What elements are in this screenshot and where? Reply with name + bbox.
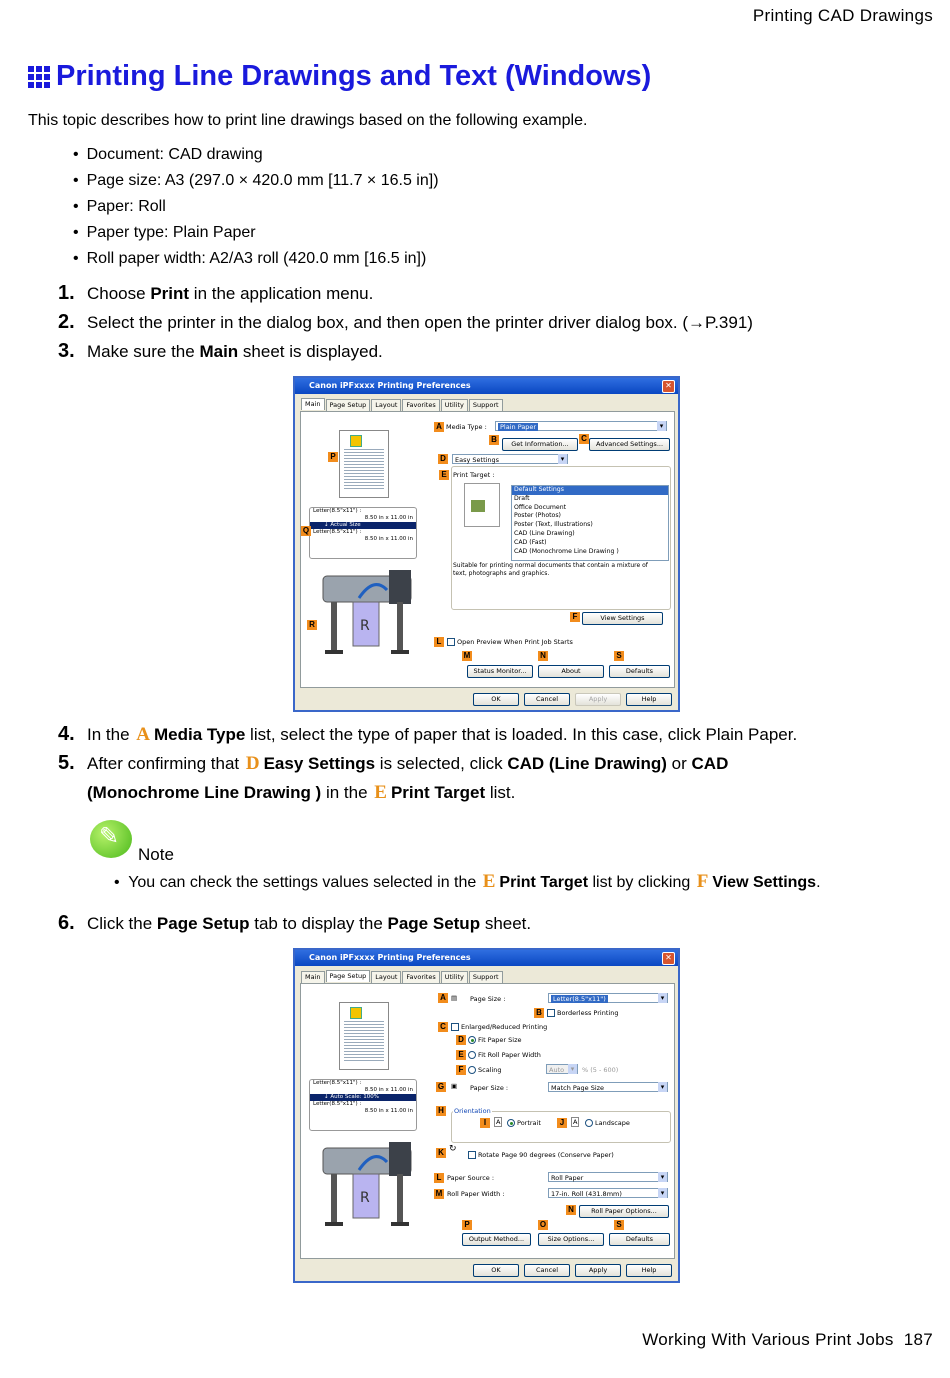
list-item[interactable]: CAD (Fast) xyxy=(514,538,547,546)
list-item[interactable]: Draft xyxy=(514,494,530,502)
page-preview xyxy=(339,430,389,498)
printing-preferences-dialog-main xyxy=(293,376,680,712)
cancel-button[interactable]: Cancel xyxy=(524,1264,570,1277)
step-5: 5. After confirming that D Easy Settings is selected, click CAD (Line Drawing) or CAD (Monochrome Line Drawing ) in the E Print Target list. xyxy=(58,752,729,803)
tab-support[interactable]: Support xyxy=(469,971,503,983)
close-icon[interactable]: ✕ xyxy=(662,380,675,393)
ok-button[interactable]: OK xyxy=(473,693,519,706)
callout-n: N xyxy=(566,1205,576,1215)
list-item: • Roll paper width: A2/A3 roll (420.0 mm [16.5 in]) xyxy=(88,246,439,272)
roll-paper-options-button[interactable]: Roll Paper Options... xyxy=(579,1205,669,1218)
step-3: 3. Make sure the Main sheet is displayed. xyxy=(58,340,383,362)
dialog-title-bar: Canon iPFxxxx Printing Preferences ✕ xyxy=(295,950,678,966)
status-monitor-button[interactable]: Status Monitor... xyxy=(467,665,533,678)
target-description: Suitable for printing normal documents that contain a mixture of text, photographs and graphics. xyxy=(453,562,648,577)
media-type-label: Media Type : xyxy=(446,423,487,431)
paper-size-label: Paper Size : xyxy=(470,1084,509,1092)
callout-d: D xyxy=(456,1035,466,1045)
roll-width-label: Roll Paper Width : xyxy=(447,1190,505,1198)
page-title-text: Printing Line Drawings and Text (Windows) xyxy=(56,60,652,92)
fit-roll-radio[interactable]: Fit Roll Paper Width xyxy=(468,1051,541,1059)
running-header: Printing CAD Drawings xyxy=(752,6,933,25)
arrow-down-icon: ↓ xyxy=(324,1094,329,1100)
tab-layout[interactable]: Layout xyxy=(371,399,401,411)
borderless-checkbox[interactable]: Borderless Printing xyxy=(547,1009,618,1017)
rotate-icon: ↻ xyxy=(449,1144,457,1154)
list-item: • Page size: A3 (297.0 × 420.0 mm [11.7 × 16.5 in]) xyxy=(88,168,439,194)
printing-preferences-dialog-page-setup xyxy=(293,948,680,1283)
note-text: • You can check the settings values selected in the E Print Target list by clicking F View Settings. xyxy=(114,871,821,892)
callout-c: C xyxy=(579,434,589,444)
help-button[interactable]: Help xyxy=(626,1264,672,1277)
open-preview-checkbox[interactable]: Open Preview When Print Job Starts xyxy=(447,638,573,646)
help-button[interactable]: Help xyxy=(626,693,672,706)
easy-settings-select[interactable]: Easy Settings ▾ xyxy=(452,454,568,464)
callout-q: Q xyxy=(302,526,310,535)
step-1: 1. Choose Print in the application menu. xyxy=(58,282,374,304)
list-item[interactable]: CAD (Monochrome Line Drawing ) xyxy=(514,547,619,555)
portrait-icon: A xyxy=(496,1118,501,1126)
list-item[interactable]: Office Document xyxy=(514,503,567,511)
list-item[interactable]: CAD (Line Drawing) xyxy=(514,529,575,537)
landscape-radio[interactable]: Landscape xyxy=(585,1119,630,1127)
scaling-range-text: % (5 - 600) xyxy=(582,1066,619,1074)
callout-j: J xyxy=(557,1118,567,1128)
tab-favorites[interactable]: Favorites xyxy=(402,971,439,983)
size-options-button[interactable]: Size Options... xyxy=(538,1233,604,1246)
callout-d: D xyxy=(438,454,448,464)
step-2: 2. Select the printer in the dialog box, and then open the printer driver dialog box. (→P.391) xyxy=(58,311,753,333)
roll-width-select[interactable]: 17-in. Roll (431.8mm) ▾ xyxy=(548,1188,668,1198)
get-information-button[interactable]: Get Information... xyxy=(502,438,578,451)
tab-page-setup[interactable]: Page Setup xyxy=(326,399,371,411)
defaults-button[interactable]: Defaults xyxy=(609,1233,670,1246)
size-info-box: Letter(8.5"x11") : 8.50 in x 11.00 in ↓ Actual Size Letter(8.5"x11") : 8.50 in x 11.00 in xyxy=(309,507,417,559)
page-number: 187 xyxy=(903,1330,933,1349)
list-item[interactable]: Default Settings xyxy=(512,486,668,495)
ok-button[interactable]: OK xyxy=(473,1264,519,1277)
page-title xyxy=(28,60,651,93)
step-6: 6. Click the Page Setup tab to display the Page Setup sheet. xyxy=(58,912,532,934)
intro-text: This topic describes how to print line drawings based on the following example. xyxy=(28,112,588,129)
callout-b: B xyxy=(489,435,499,445)
paper-size-icon: ▣ xyxy=(451,1082,458,1090)
callout-i: I xyxy=(480,1118,490,1128)
callout-p: P xyxy=(462,1220,472,1230)
dialog-title-bar: Canon iPFxxxx Printing Preferences ✕ xyxy=(295,378,678,394)
callout-r: R xyxy=(307,620,317,630)
about-button[interactable]: About xyxy=(538,665,604,678)
printer-illustration-icon xyxy=(319,1140,417,1236)
list-item: • Paper type: Plain Paper xyxy=(88,220,439,246)
enlarged-checkbox[interactable]: Enlarged/Reduced Printing xyxy=(451,1023,547,1031)
list-item: • Paper: Roll xyxy=(88,194,439,220)
print-target-list[interactable] xyxy=(511,485,669,561)
callout-a: A xyxy=(438,993,448,1003)
page-size-select[interactable]: Letter(8.5"x11") ▾ xyxy=(548,993,668,1003)
chapter-title: Working With Various Print Jobs xyxy=(642,1330,894,1349)
callout-c: C xyxy=(438,1022,448,1032)
tab-utility[interactable]: Utility xyxy=(441,399,468,411)
callout-f: F xyxy=(570,612,580,622)
callout-e: E xyxy=(439,470,449,480)
callout-a: A xyxy=(434,422,444,432)
auto-scale-bar: ↓ Auto Scale: 100% xyxy=(310,1094,416,1101)
tab-strip xyxy=(301,971,504,983)
advanced-settings-button[interactable]: Advanced Settings... xyxy=(589,438,670,451)
apply-button[interactable]: Apply xyxy=(575,693,621,706)
tab-support[interactable]: Support xyxy=(469,399,503,411)
portrait-radio[interactable]: Portrait xyxy=(507,1119,541,1127)
view-settings-button[interactable]: View Settings xyxy=(582,612,663,625)
callout-e: E xyxy=(456,1050,466,1060)
callout-b: B xyxy=(534,1008,544,1018)
callout-s: S xyxy=(614,651,624,661)
svg-text:R: R xyxy=(360,618,370,634)
callout-p: P xyxy=(328,452,338,462)
output-method-button[interactable]: Output Method... xyxy=(462,1233,531,1246)
tab-main[interactable]: Main xyxy=(301,398,325,410)
example-list xyxy=(88,142,439,272)
callout-k: K xyxy=(436,1148,446,1158)
scaling-value-input[interactable]: Auto ▾ xyxy=(546,1064,578,1074)
print-target-label: Print Target : xyxy=(453,471,495,479)
running-footer xyxy=(642,1330,933,1350)
callout-m: M xyxy=(435,1189,443,1198)
rotate-checkbox[interactable]: Rotate Page 90 degrees (Conserve Paper) xyxy=(468,1151,614,1159)
page-size-icon: ▤ xyxy=(451,994,458,1002)
cancel-button[interactable]: Cancel xyxy=(524,693,570,706)
callout-g: G xyxy=(437,1082,445,1091)
page-setup-panel xyxy=(300,983,675,1259)
list-item[interactable]: Poster (Photos) xyxy=(514,512,561,520)
arrow-down-icon: ↓ xyxy=(324,522,329,528)
callout-o: O xyxy=(539,1220,547,1229)
fit-paper-radio[interactable]: Fit Paper Size xyxy=(468,1036,522,1044)
tab-strip xyxy=(301,399,504,411)
defaults-button[interactable]: Defaults xyxy=(609,665,670,678)
note-label: Note xyxy=(138,845,174,864)
paper-size-select[interactable]: Match Page Size ▾ xyxy=(548,1082,668,1092)
callout-l: L xyxy=(434,637,444,647)
landscape-icon: A xyxy=(573,1118,578,1126)
list-item: • Document: CAD drawing xyxy=(88,142,439,168)
callout-h: H xyxy=(436,1106,446,1116)
close-icon[interactable]: ✕ xyxy=(662,952,675,965)
tab-favorites[interactable]: Favorites xyxy=(402,399,439,411)
callout-n: N xyxy=(538,651,548,661)
tab-utility[interactable]: Utility xyxy=(441,971,468,983)
media-type-select[interactable]: Plain Paper ▾ xyxy=(495,421,667,431)
tab-main[interactable]: Main xyxy=(301,971,325,983)
tab-layout[interactable]: Layout xyxy=(371,971,401,983)
printer-illustration-icon xyxy=(319,568,417,664)
page-size-label: Page Size : xyxy=(470,995,506,1003)
callout-f: F xyxy=(456,1065,466,1075)
step-4: 4. In the A Media Type list, select the type of paper that is loaded. In this case, click Plain Paper. xyxy=(58,723,798,745)
callout-l: L xyxy=(434,1173,444,1183)
callout-s: S xyxy=(614,1220,624,1230)
size-info-box: Letter(8.5"x11") : 8.50 in x 11.00 in ↓ Auto Scale: 100% Letter(8.5"x11") : 8.50 in x 11.00 in xyxy=(309,1079,417,1131)
note-pencil-icon xyxy=(90,820,132,858)
actual-size-bar: ↓ Actual Size xyxy=(310,522,416,529)
list-item[interactable]: Poster (Text, Illustrations) xyxy=(514,521,593,529)
scaling-radio[interactable]: Scaling xyxy=(468,1066,502,1074)
svg-text:R: R xyxy=(360,1190,370,1206)
apply-button[interactable]: Apply xyxy=(575,1264,621,1277)
page-preview xyxy=(339,1002,389,1070)
callout-m: M xyxy=(463,651,471,660)
paper-source-label: Paper Source : xyxy=(447,1174,495,1182)
paper-source-select[interactable]: Roll Paper ▾ xyxy=(548,1172,668,1182)
main-sheet-panel xyxy=(300,411,675,688)
orientation-label: Orientation xyxy=(454,1107,491,1115)
grid-icon xyxy=(28,66,50,88)
tab-page-setup[interactable]: Page Setup xyxy=(326,970,371,982)
target-preview-icon xyxy=(464,483,500,527)
